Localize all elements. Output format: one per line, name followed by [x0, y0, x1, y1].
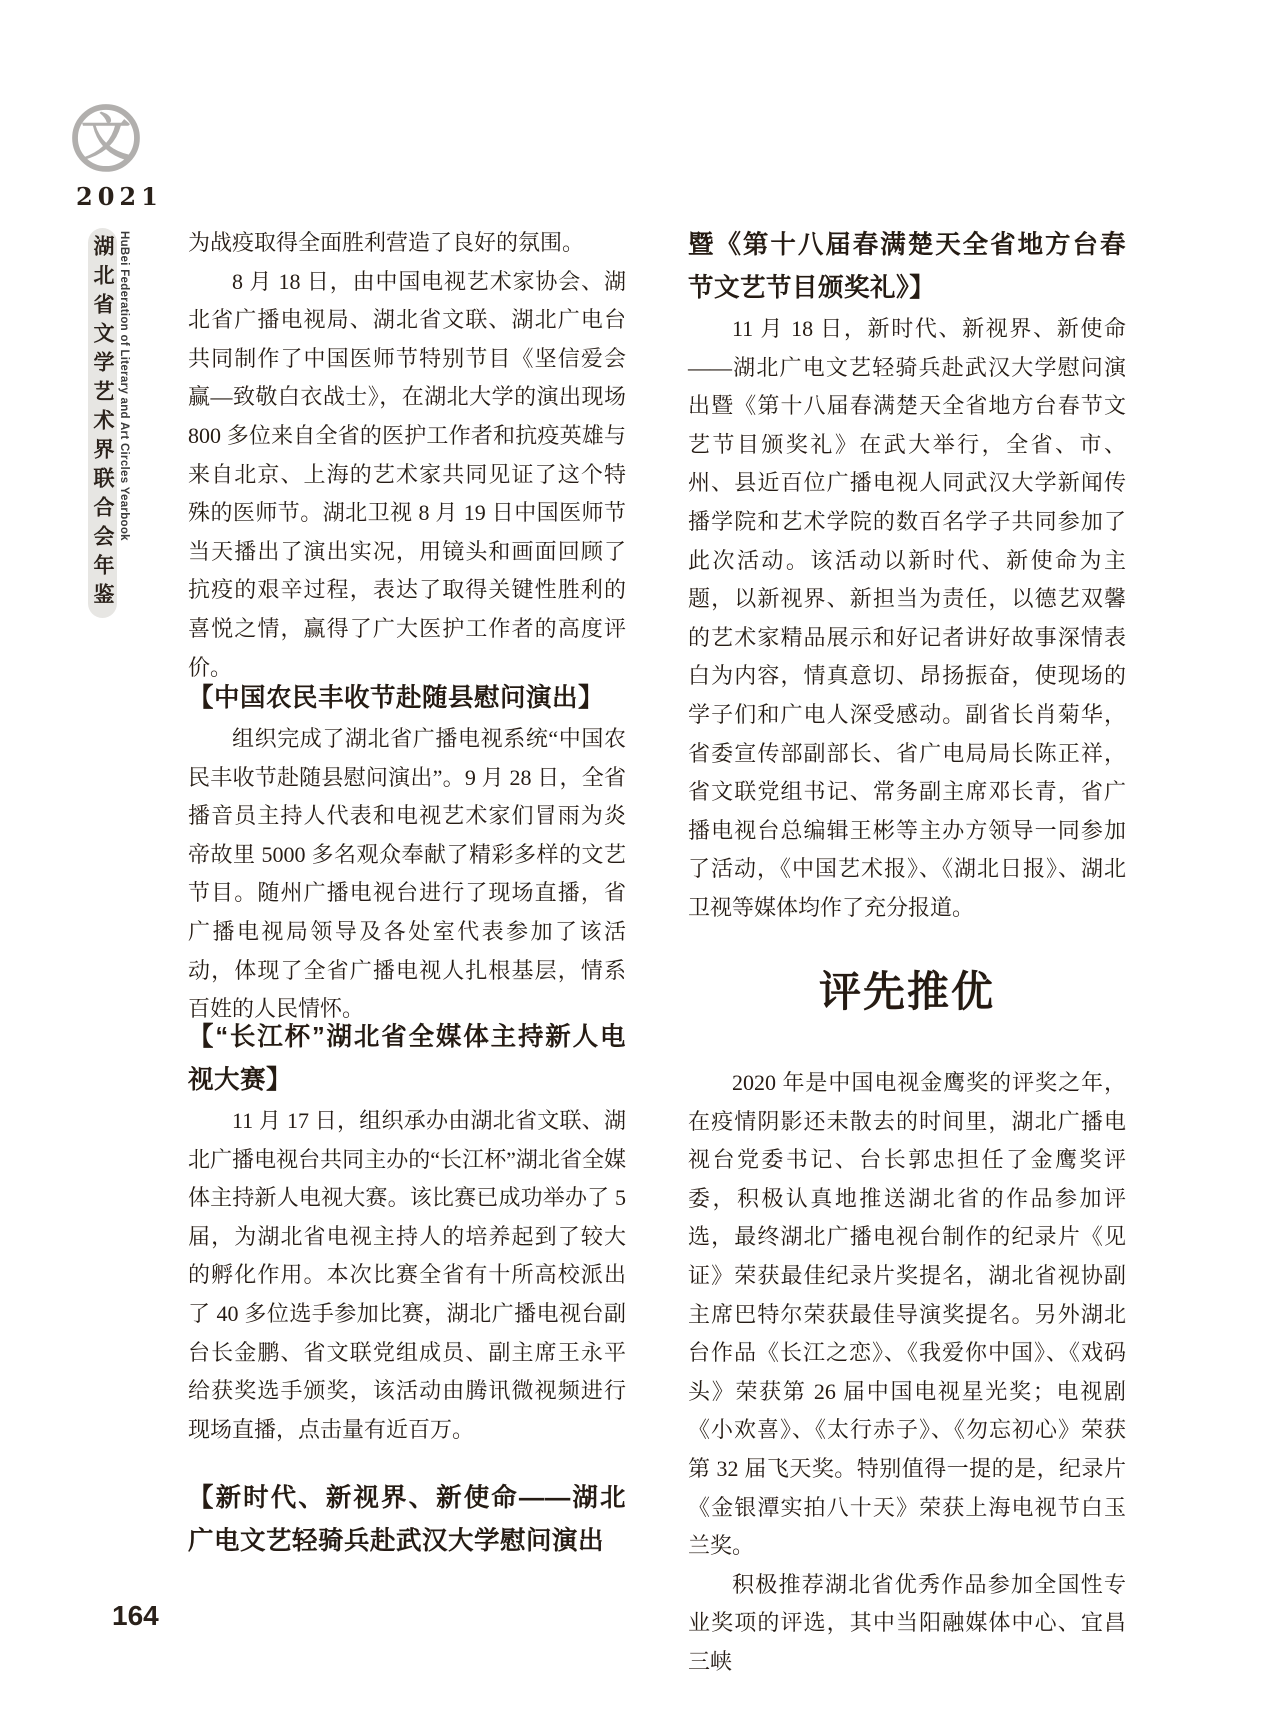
- sidebar-title-en: HuBei Federation of Literary and Art Circles Yearbook: [118, 231, 130, 541]
- paragraph-changjiang-cup: 11 月 17 日，组织承办由湖北省文联、湖北广播电视台共同主办的“长江杯”湖北省全媒体主持新人电视大赛。该比赛已成功举办了 5 届，为湖北省电视主持人的培养起到了较大的孵化作用。本次比赛全省有十所高校派出了 40 多位选手参加比赛，湖北广播电视台副台长金鹏、省文联党组成员、副主席王永平给获奖选手颁奖，该活动由腾讯微视频进行现场直播，点击量有近百万。: [188, 1108, 626, 1442]
- right-column: [688, 0, 1126, 1719]
- paragraph-block-harvest-festival: [188, 720, 626, 1029]
- entry-heading-new-era-part1: 【新时代、新视界、新使命——湖北广电文艺轻骑兵赴武汉大学慰问演出: [188, 1484, 626, 1555]
- paragraph-block-changjiang-cup: [188, 1102, 626, 1449]
- paragraph-block-awards: [688, 1064, 1126, 1682]
- cflac-logo: [70, 100, 142, 186]
- section-title-awards: 评先推优: [818, 968, 995, 1015]
- page-number: 164: [112, 1600, 159, 1631]
- paragraph-block-medical-day: [188, 224, 626, 687]
- entry-heading-changjiang-cup: 【“长江杯”湖北省全媒体主持新人电视大赛】: [188, 1023, 626, 1094]
- paragraph-block-new-era: [688, 310, 1126, 928]
- svg-text:文: 文: [80, 109, 132, 167]
- paragraph-harvest-festival: 组织完成了湖北省广播电视系统“中国农民丰收节赴随县慰问演出”。9 月 28 日，全省播音员主持人代表和电视艺术家们冒雨为炎帝故里 5000 多名观众奉献了精彩多样的文艺节目。随州广播电视台进行了现场直播，省广播电视局领导及各处室代表参加了该活动，体现了全省广播电视人扎根基层，情系百姓的人民情怀。: [188, 726, 626, 1022]
- edition-year: 2021: [76, 182, 163, 211]
- paragraph-recommendations: 积极推荐湖北省优秀作品参加全国性专业奖项的评选，其中当阳融媒体中心、宜昌三峡: [688, 1571, 1126, 1674]
- entry-heading-harvest-festival: 【中国农民丰收节赴随县慰问演出】: [188, 684, 605, 712]
- paragraph-continued: 为战疫取得全面胜利营造了良好的氛围。: [188, 230, 585, 255]
- logo-circle-icon: [70, 100, 142, 186]
- sidebar-title-bar: [88, 228, 117, 618]
- paragraph-medical-day: 8 月 18 日，由中国电视艺术家协会、湖北省广播电视局、湖北省文联、湖北广电台共同制作了中国医师节特别节目《坚信爱会赢—致敬白衣战士》，在湖北大学的演出现场 800 多位来自全省的医护工作者和抗疫英雄与来自北京、上海的艺术家共同见证了这个特殊的医师节。湖北卫视 8 月 19 日中国医师节当天播出了演出实况，用镜头和画面回顾了抗疫的艰辛过程，表达了取得关键性胜利的喜悦之情，赢得了广大医护工作者的高度评价。: [188, 268, 626, 680]
- left-column: [188, 0, 626, 1719]
- sidebar-title-cn: 湖北省文学艺术界联合会年鉴: [91, 235, 114, 612]
- entry-heading-new-era-part2: 暨《第十八届春满楚天全省地方台春节文艺节目颁奖礼》】: [688, 231, 1126, 302]
- paragraph-golden-eagle: 2020 年是中国电视金鹰奖的评奖之年，在疫情阴影还未散去的时间里，湖北广播电视台党委书记、台长郭忠担任了金鹰奖评委，积极认真地推送湖北省的作品参加评选，最终湖北广播电视台制作的纪录片《见证》荣获最佳纪录片奖提名，湖北省视协副主席巴特尔荣获最佳导演奖提名。另外湖北台作品《长江之恋》、《我爱你中国》、《戏码头》荣获第 26 届中国电视星光奖；电视剧《小欢喜》、《太行赤子》、《勿忘初心》荣获第 32 届飞天奖。特别值得一提的是，纪录片《金银潭实拍八十天》荣获上海电视节白玉兰奖。: [688, 1070, 1126, 1559]
- paragraph-new-era: 11 月 18 日，新时代、新视界、新使命——湖北广电文艺轻骑兵赴武汉大学慰问演出暨《第十八届春满楚天全省地方台春节文艺节目颁奖礼》在武大举行，全省、市、州、县近百位广播电视人同武汉大学新闻传播学院和艺术学院的数百名学子共同参加了此次活动。该活动以新时代、新使命为主题，以新视界、新担当为责任，以德艺双馨的艺术家精品展示和好记者讲好故事深情表白为内容，情真意切、昂扬振奋，使现场的学子们和广电人深受感动。副省长肖菊华，省委宣传部副部长、省广电局局长陈正祥，省文联党组书记、常务副主席邓长青，省广播电视台总编辑王彬等主办方领导一同参加了活动，《中国艺术报》、《湖北日报》、湖北卫视等媒体均作了充分报道。: [688, 316, 1126, 920]
